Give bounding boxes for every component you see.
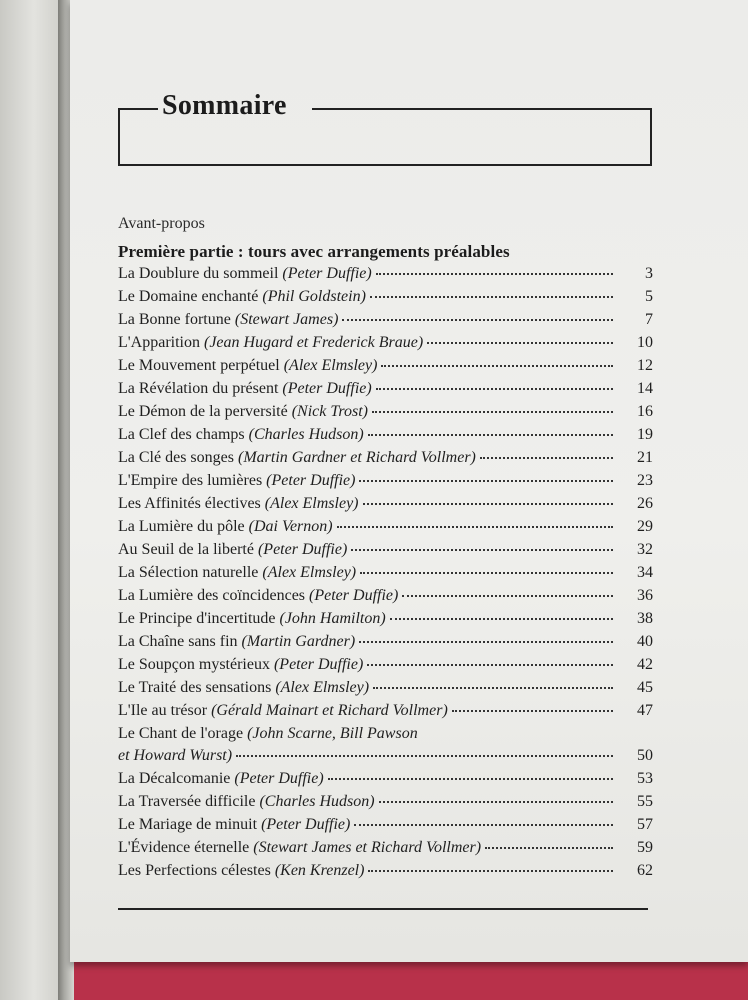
toc-entry: L'Ile au trésor (Gérald Mainart et Richard Vollmer) 47 bbox=[118, 702, 653, 719]
toc-entry: La Clef des champs (Charles Hudson) 19 bbox=[118, 426, 653, 443]
page-number: 47 bbox=[637, 702, 653, 719]
toc-entry: La Décalcomanie (Peter Duffie) 53 bbox=[118, 770, 653, 787]
toc-entry: Le Démon de la perversité (Nick Trost) 16 bbox=[118, 403, 653, 420]
page-number: 10 bbox=[637, 334, 653, 351]
toc-entry-multiline: Le Chant de l'orage (John Scarne, Bill Pawson et Howard Wurst) 50 bbox=[118, 725, 653, 764]
toc-entry: Les Perfections célestes (Ken Krenzel) 62 bbox=[118, 862, 653, 879]
page-number: 50 bbox=[637, 747, 653, 764]
toc-entry: La Doublure du sommeil (Peter Duffie) 3 bbox=[118, 265, 653, 282]
table-of-contents bbox=[118, 265, 653, 885]
page-number: 16 bbox=[637, 403, 653, 420]
toc-entry: Le Mariage de minuit (Peter Duffie) 57 bbox=[118, 816, 653, 833]
page-number: 55 bbox=[637, 793, 653, 810]
toc-entry: Le Soupçon mystérieux (Peter Duffie) 42 bbox=[118, 656, 653, 673]
page-number: 7 bbox=[645, 311, 653, 328]
page-number: 3 bbox=[645, 265, 653, 282]
page-number: 19 bbox=[637, 426, 653, 443]
page-number: 34 bbox=[637, 564, 653, 581]
page-number: 32 bbox=[637, 541, 653, 558]
page-number: 59 bbox=[637, 839, 653, 856]
page-number: 38 bbox=[637, 610, 653, 627]
page-number: 40 bbox=[637, 633, 653, 650]
page-number: 14 bbox=[637, 380, 653, 397]
toc-entry: Le Mouvement perpétuel (Alex Elmsley) 12 bbox=[118, 357, 653, 374]
page-number: 42 bbox=[637, 656, 653, 673]
left-page-edge bbox=[0, 0, 62, 1000]
toc-entry: La Bonne fortune (Stewart James) 7 bbox=[118, 311, 653, 328]
part-title: Première partie : tours avec arrangements préalables bbox=[118, 242, 510, 261]
page-number: 36 bbox=[637, 587, 653, 604]
toc-entry: L'Empire des lumières (Peter Duffie) 23 bbox=[118, 472, 653, 489]
toc-entry: Au Seuil de la liberté (Peter Duffie) 32 bbox=[118, 541, 653, 558]
toc-entry: La Lumière des coïncidences (Peter Duffie) 36 bbox=[118, 587, 653, 604]
toc-entry: L'Apparition (Jean Hugard et Frederick Braue) 10 bbox=[118, 334, 653, 351]
toc-entry: La Révélation du présent (Peter Duffie) 14 bbox=[118, 380, 653, 397]
page-number: 5 bbox=[645, 288, 653, 305]
toc-entry: Le Traité des sensations (Alex Elmsley) 45 bbox=[118, 679, 653, 696]
toc-entry: La Sélection naturelle (Alex Elmsley) 34 bbox=[118, 564, 653, 581]
page-number: 45 bbox=[637, 679, 653, 696]
toc-entry: L'Évidence éternelle (Stewart James et Richard Vollmer) 59 bbox=[118, 839, 653, 856]
page-number: 12 bbox=[637, 357, 653, 374]
page-number: 57 bbox=[637, 816, 653, 833]
page-number: 62 bbox=[637, 862, 653, 879]
toc-entry: La Traversée difficile (Charles Hudson) 55 bbox=[118, 793, 653, 810]
toc-entry: La Lumière du pôle (Dai Vernon) 29 bbox=[118, 518, 653, 535]
toc-entry: Le Domaine enchanté (Phil Goldstein) 5 bbox=[118, 288, 653, 305]
page-number: 26 bbox=[637, 495, 653, 512]
foreword-entry: Avant-propos bbox=[118, 215, 205, 232]
toc-entry: La Chaîne sans fin (Martin Gardner) 40 bbox=[118, 633, 653, 650]
page-number: 29 bbox=[637, 518, 653, 535]
toc-entry: Les Affinités électives (Alex Elmsley) 26 bbox=[118, 495, 653, 512]
page-number: 23 bbox=[637, 472, 653, 489]
page-title: Sommaire bbox=[162, 90, 287, 121]
toc-entry: Le Principe d'incertitude (John Hamilton) 38 bbox=[118, 610, 653, 627]
page-number: 53 bbox=[637, 770, 653, 787]
toc-entry: La Clé des songes (Martin Gardner et Richard Vollmer) 21 bbox=[118, 449, 653, 466]
bottom-rule bbox=[118, 908, 648, 910]
page-number: 21 bbox=[637, 449, 653, 466]
